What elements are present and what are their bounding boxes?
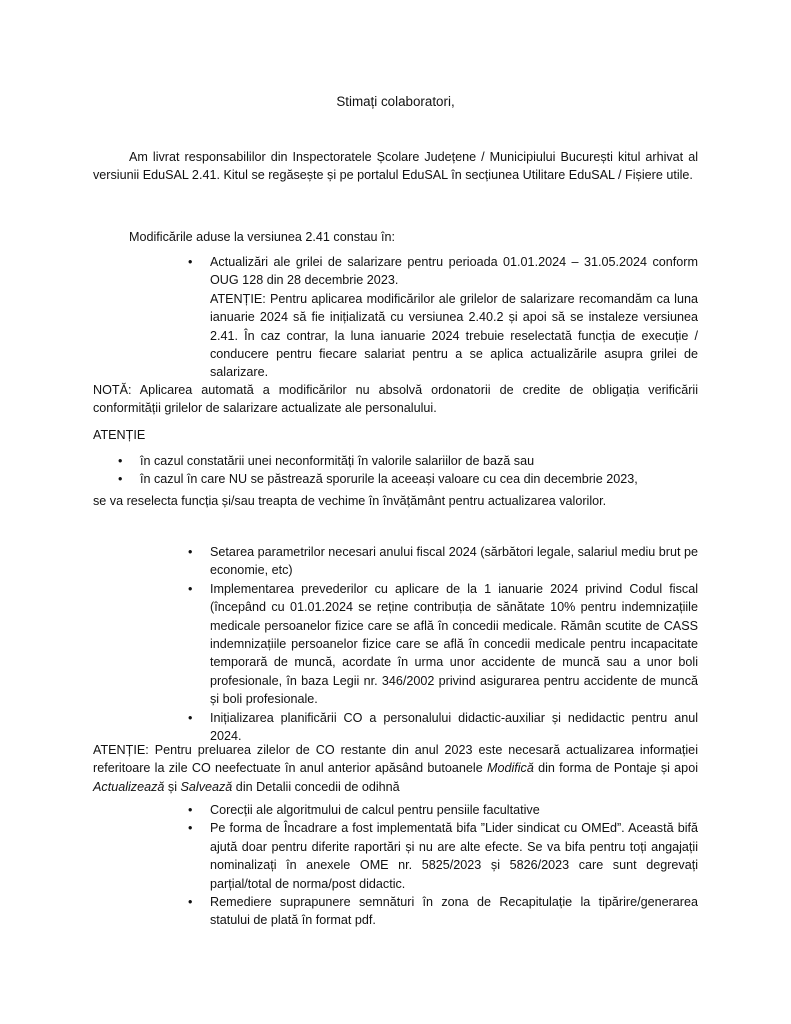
intro-paragraph: Am livrat responsabililor din Inspectoratele Școlare Județene / Municipiului București kitul arhivat al versiunii EduSAL 2.41. Kitul se regăsește și pe portalul EduSAL în secțiunea Utilitare EduSAL / Fișiere utile.	[93, 150, 698, 183]
list-item	[188, 801, 698, 819]
list-item-text: Inițializarea planificării CO a personalului didactic-auxiliar și nedidactic pentru anul 2024.	[210, 710, 698, 744]
list-item	[188, 253, 698, 382]
bullet-icon: •	[188, 895, 193, 910]
list-item-text: în cazul în care NU se păstrează sporurile la aceeași valoare cu cea din decembrie 2023,	[140, 472, 638, 487]
bullet-icon: •	[188, 821, 193, 836]
atentie-heading: ATENȚIE	[93, 428, 146, 442]
list-item-text: Setarea parametrilor necesari anului fiscal 2024 (sărbători legale, salariul mediu brut pe economie, etc)	[210, 545, 698, 578]
bullet-icon: •	[188, 581, 193, 596]
list-item-text: Implementarea prevederilor cu aplicare de la 1 ianuarie 2024 privind Codul fiscal (începând cu 01.01.2024 se reține contribuția de sănătate 10% pentru indemnizațiile medicale persoanelor fizice care se află în concedii medicale. Rămân scutite de CASS indemnizațiile persoanelor fizice care se află în concedii medicale pentru incapacitate temporară de muncă, acordate în urma unor accidente de muncă sau a unor boli profesionale, în baza Legii nr. 346/2002 privind asigurarea pentru accidente de muncă și boli profesionale.	[210, 581, 698, 707]
list-fiscal	[93, 543, 698, 745]
list-item	[188, 580, 698, 709]
salveaza-button-ref: Salvează	[180, 779, 233, 794]
atentie-co-paragraph: ATENȚIE: Pentru preluarea zilelor de CO restante din anul 2023 este necesară actualizarea informației referitoare la zile CO neefectuate în anul anterior apăsând butoanele Modifică din forma de Pontaje și apoi Actualizează și Salvează din Detalii concedii de odihnă	[93, 743, 698, 794]
list-item-text: în cazul constatării unei neconformități în valorile salariilor de bază sau	[140, 454, 535, 468]
bullet-icon: •	[188, 803, 193, 817]
list-item-text: Actualizări ale grilei de salarizare pentru perioada 01.01.2024 – 31.05.2024 conform OUG 128 din 28 decembrie 2023.	[210, 255, 698, 288]
greeting: Stimați colaboratori,	[336, 94, 455, 109]
bullet-icon: •	[118, 472, 123, 487]
list-item	[188, 819, 698, 893]
list-changes-grid	[93, 253, 698, 382]
bullet-icon: •	[188, 545, 193, 559]
list-corrections	[93, 801, 698, 930]
list-item-note: ATENȚIE: Pentru aplicarea modificărilor ale grilelor de salarizare recomandăm ca luna ianuarie 2024 să fie inițializată cu versiunea 2.40.2 și apoi să se instaleze versiunea 2.41. În caz contrar, la luna ianuarie 2024 trebuie reselectată funcția de execuție / conducere pentru fiecare salariat pentru a se aplica actualizările asupra grilei de salarizare.	[210, 291, 698, 380]
list-item-text: Pe forma de Încadrare a fost implementată bifa ”Lider sindicat cu OMEd”. Această bifă ajută doar pentru diferite raportări și nu are alte efecte. Se va bifa pentru toți angajații nominalizați în anexele OME nr. 5825/2023 și 5826/2023 care sunt degrevați parțial/total de norma/post didactic.	[210, 821, 698, 891]
actualizeaza-button-ref: Actualizează	[93, 779, 165, 794]
reselect-paragraph: se va reselecta funcția și/sau treapta de vechime în învățământ pentru actualizarea valorilor.	[93, 494, 607, 508]
nota-paragraph: NOTĂ: Aplicarea automată a modificărilor nu absolvă ordonatorii de credite de obligația verificării conformității grilelor de salarizare actualizate ale personalului.	[93, 383, 698, 416]
bullet-icon: •	[118, 454, 123, 468]
bullet-icon: •	[188, 710, 193, 725]
list-item	[188, 709, 698, 746]
list-item-text: Corecții ale algoritmului de calcul pentru pensiile facultative	[210, 803, 540, 817]
list-item	[188, 893, 698, 930]
bullet-icon: •	[188, 255, 193, 269]
list-item-text: Remediere suprapunere semnături în zona de Recapitulație la tipărire/generarea statului de plată în format pdf.	[210, 895, 698, 928]
modifica-button-ref: Modifică	[486, 761, 534, 776]
list-item	[188, 543, 698, 580]
list-atentie	[93, 452, 698, 489]
list-item	[118, 470, 698, 488]
list-item	[118, 452, 698, 470]
changes-intro: Modificările aduse la versiunea 2.41 constau în:	[129, 230, 396, 244]
